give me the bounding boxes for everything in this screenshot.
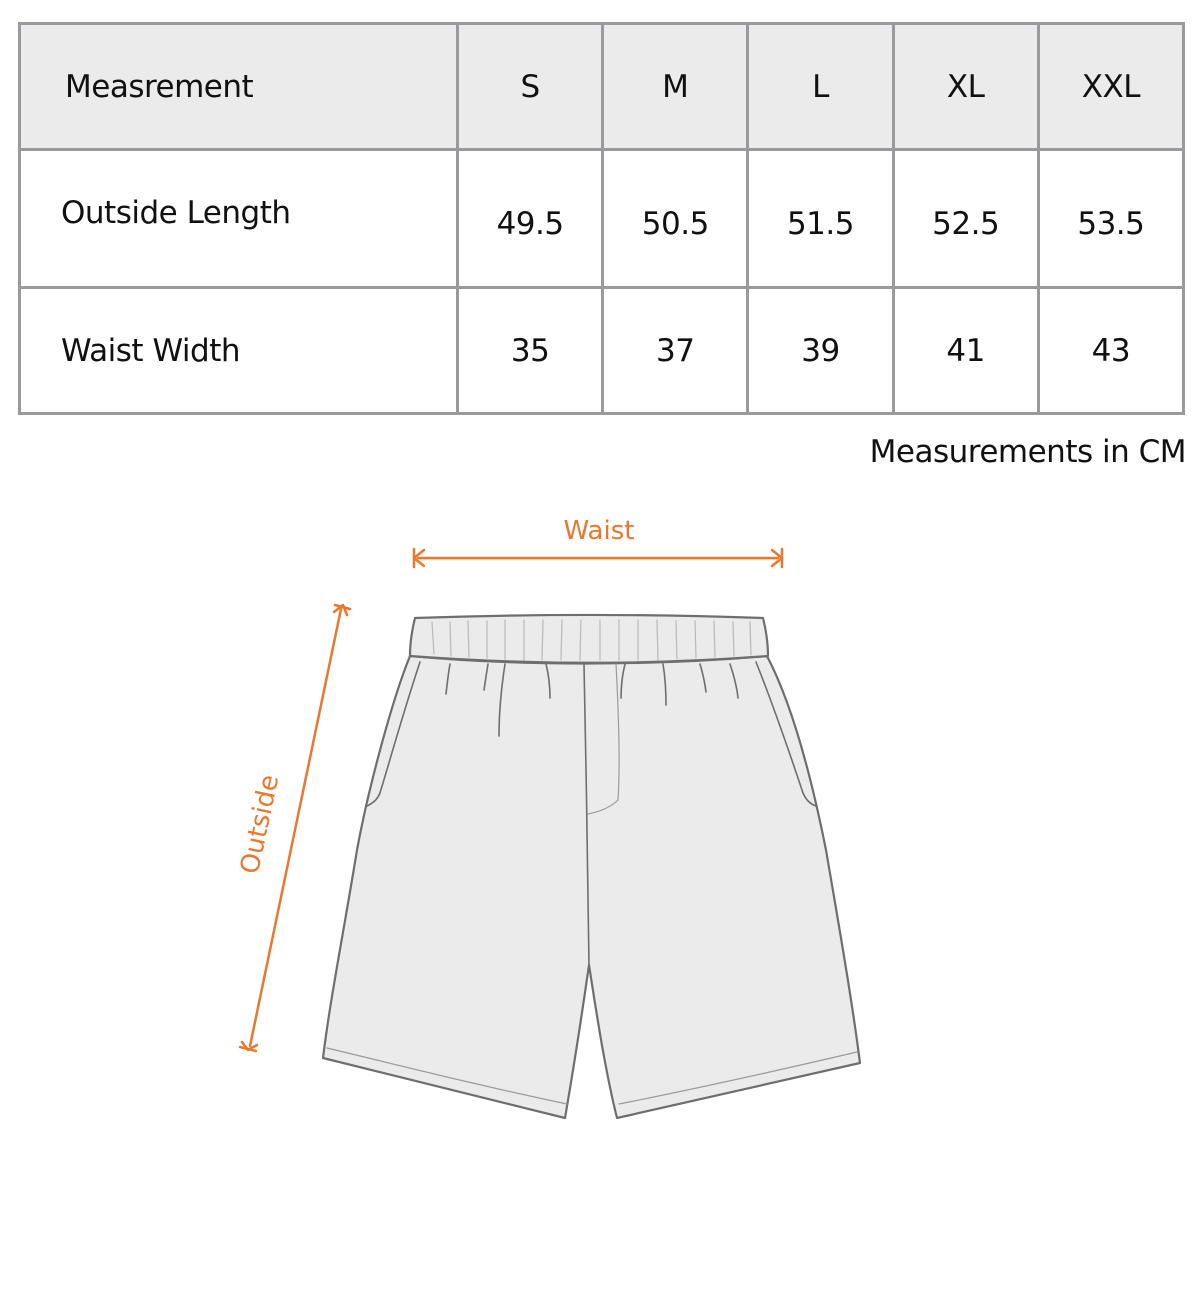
table-cell: 51.5: [748, 150, 893, 288]
table-cell: 52.5: [893, 150, 1038, 288]
header-size-xl: XL: [893, 24, 1038, 150]
header-size-xxl: XXL: [1038, 24, 1183, 150]
table-cell: 53.5: [1038, 150, 1183, 288]
header-size-l: L: [748, 24, 893, 150]
header-size-m: M: [603, 24, 748, 150]
table-cell: 35: [458, 288, 603, 414]
units-note: Measurements in CM: [869, 434, 1186, 470]
waist-label: Waist: [563, 516, 635, 546]
row-label: Outside Length: [20, 150, 458, 288]
outside-label: Outside: [235, 772, 286, 877]
outside-dimension: [235, 605, 350, 1051]
waist-arrow: [414, 549, 782, 567]
table-cell: 49.5: [458, 150, 603, 288]
waist-dimension: [414, 516, 782, 567]
table-cell: 50.5: [603, 150, 748, 288]
table-cell: 39: [748, 288, 893, 414]
table-cell: 41: [893, 288, 1038, 414]
row-label: Waist Width: [20, 288, 458, 414]
table-cell: 43: [1038, 288, 1183, 414]
header-size-s: S: [458, 24, 603, 150]
header-measurement-label: Measrement: [20, 24, 458, 150]
shorts-illustration-icon: [323, 615, 860, 1118]
table-cell: 37: [603, 288, 748, 414]
